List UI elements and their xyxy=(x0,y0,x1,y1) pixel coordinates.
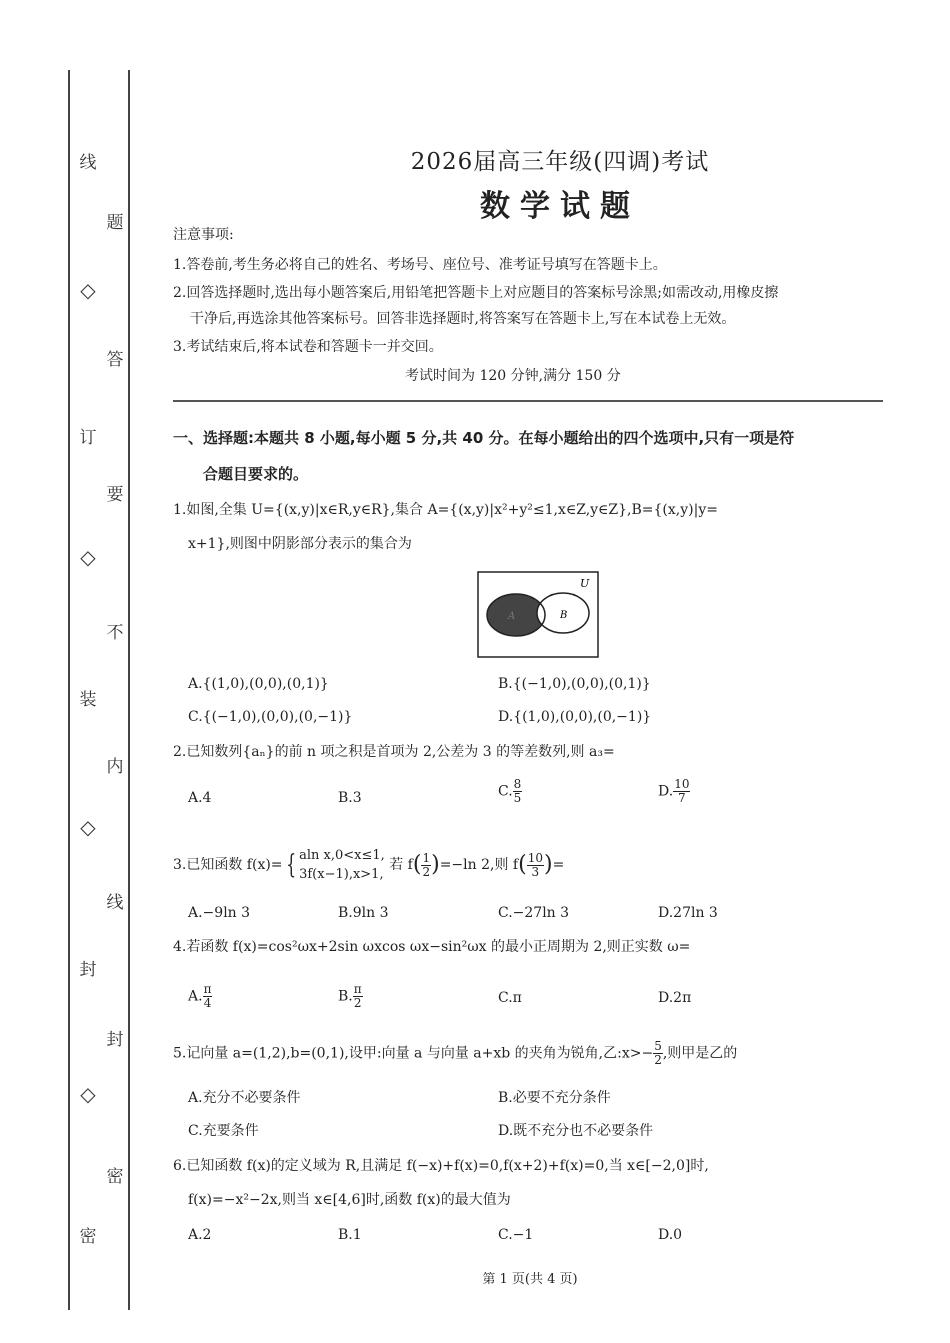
q6-option-d: D.0 xyxy=(658,1227,683,1243)
q3-ten-third-fraction: $\frac{10}{3}$ xyxy=(527,850,543,879)
exam-title: 2026届高三年级(四调)考试 xyxy=(410,149,710,175)
q2-option-c xyxy=(498,778,522,805)
subject-title: 数学试题 xyxy=(480,189,640,224)
q2-option-c-label: C. xyxy=(498,783,513,800)
diamond-icon: ◇ xyxy=(80,1082,96,1106)
q1-option-c: C.{(−1,0),(0,0),(0,−1)} xyxy=(188,709,353,725)
set-a-label: A xyxy=(508,611,516,622)
q5-option-a: A.充分不必要条件 xyxy=(188,1090,301,1106)
q6-stem-line2: f(x)=−x²−2x,则当 x∈[4,6]时,函数 f(x)的最大值为 xyxy=(188,1192,511,1208)
q3-mid-2: =−ln 2,则 f xyxy=(439,857,519,873)
binding-char-ding: 订 xyxy=(79,428,97,448)
divider xyxy=(173,400,883,402)
q5-option-b: B.必要不充分条件 xyxy=(498,1090,611,1106)
q1-option-a: A.{(1,0),(0,0),(0,1)} xyxy=(188,676,329,692)
margin-line-left xyxy=(68,70,70,1310)
section-heading-line1: 一、选择题:本题共 8 小题,每小题 5 分,共 40 分。在每小题给出的四个选项中,只有一项是符 xyxy=(173,429,795,447)
q5-stem xyxy=(173,1040,737,1067)
q6-option-c: C.−1 xyxy=(498,1227,534,1243)
set-u-label: U xyxy=(580,577,590,590)
notice-item-2-cont: 干净后,再选涂其他答案标号。回答非选择题时,将答案写在答题卡上,写在本试卷上无效。 xyxy=(190,311,736,327)
notice-item-2: 2.回答选择题时,选出每小题答案后,用铅笔把答题卡上对应题目的答案标号涂黑;如需改动,用橡皮擦 xyxy=(173,285,779,301)
q4-option-b xyxy=(338,983,363,1010)
q3-case-1: aln x,0<x≤1, xyxy=(299,848,385,863)
diamond-icon: ◇ xyxy=(80,278,96,302)
q1-option-d: D.{(1,0),(0,0),(0,−1)} xyxy=(498,709,652,725)
q3-option-c: C.−27ln 3 xyxy=(498,905,570,921)
inner-char-ti: 题 xyxy=(106,213,124,233)
q4-option-b-fraction: $\frac{\pi}{2}$ xyxy=(353,982,362,1010)
q3-option-a: A.−9ln 3 xyxy=(188,905,251,921)
q2-option-d-fraction: $\frac{10}{7}$ xyxy=(674,777,690,805)
q2-stem: 2.已知数列{aₙ}的前 n 项之积是首项为 2,公差为 3 的等差数列,则 a₃= xyxy=(173,744,615,760)
q1-stem-line2: x+1},则图中阴影部分表示的集合为 xyxy=(188,536,412,552)
page-footer: 第 1 页(共 4 页) xyxy=(482,1272,578,1287)
q5-stem-a: 5.记向量 a=(1,2),b=(0,1),设甲:向量 a 与向量 a+xb 的夹角为锐角,乙:x>− xyxy=(173,1045,654,1062)
notice-item-3: 3.考试结束后,将本试卷和答题卡一并交回。 xyxy=(173,339,443,355)
inner-char-da: 答 xyxy=(106,350,124,370)
q5-fraction: $\frac{5}{2}$ xyxy=(654,1039,662,1067)
binding-char-xian: 线 xyxy=(79,153,97,173)
q2-option-c-fraction: $\frac{8}{5}$ xyxy=(513,777,522,805)
set-b-label: B xyxy=(560,610,568,621)
inner-char-feng: 封 xyxy=(106,1030,124,1050)
section-heading-line2: 合题目要求的。 xyxy=(203,465,309,483)
inner-char-nei: 内 xyxy=(106,757,124,777)
q4-option-a-fraction: $\frac{\pi}{4}$ xyxy=(203,982,212,1010)
q3-end: = xyxy=(552,857,565,873)
q1-stem-line1: 1.如图,全集 U={(x,y)|x∈R,y∈R},集合 A={(x,y)|x²+y²≤1,x∈Z,y∈Z},B={(x,y)|y= xyxy=(173,502,718,518)
q4-stem: 4.若函数 f(x)=cos²ωx+2sin ωxcos ωx−sin²ωx 的最小正周期为 2,则正实数 ω= xyxy=(173,939,691,955)
q6-option-b: B.1 xyxy=(338,1227,362,1243)
q3-option-d: D.27ln 3 xyxy=(658,905,718,921)
q3-half-fraction: $\frac{1}{2}$ xyxy=(422,850,431,879)
notice-heading: 注意事项: xyxy=(173,227,234,243)
q2-option-d xyxy=(658,778,690,805)
q2-option-b: B.3 xyxy=(338,790,362,806)
q3-prefix: 3.已知函数 f(x)= xyxy=(173,857,283,873)
q5-stem-b: ,则甲是乙的 xyxy=(662,1045,738,1062)
q6-stem-line1: 6.已知函数 f(x)的定义域为 R,且满足 f(−x)+f(x)=0,f(x+2)+f(x)=0,当 x∈[−2,0]时, xyxy=(173,1158,709,1174)
q4-option-c: C.π xyxy=(498,990,522,1006)
inner-char-yao: 要 xyxy=(106,485,124,505)
q3-case-2: 3f(x−1),x>1, xyxy=(299,867,384,882)
diamond-icon: ◇ xyxy=(80,545,96,569)
q4-option-a-label: A. xyxy=(188,988,203,1005)
q4-option-b-label: B. xyxy=(338,988,353,1005)
q5-option-d: D.既不充分也不必要条件 xyxy=(498,1123,654,1139)
time-info: 考试时间为 120 分钟,满分 150 分 xyxy=(405,368,621,384)
q4-option-a xyxy=(188,983,212,1010)
binding-char-zhuang: 装 xyxy=(79,690,97,710)
margin-line-right xyxy=(128,70,130,1310)
inner-char-mi: 密 xyxy=(106,1167,124,1187)
q4-option-d: D.2π xyxy=(658,990,692,1006)
binding-char-mi: 密 xyxy=(79,1227,97,1247)
binding-char-feng: 封 xyxy=(79,960,97,980)
q3-option-b: B.9ln 3 xyxy=(338,905,389,921)
q6-option-a: A.2 xyxy=(188,1227,212,1243)
q2-option-a: A.4 xyxy=(188,790,212,806)
q2-option-d-label: D. xyxy=(658,783,674,800)
q5-option-c: C.充要条件 xyxy=(188,1123,259,1139)
q3-stem: 3.已知函数 f(x)= { aln x,0<x≤1, 3f(x−1),x>1, 若 f( $\frac{1}{2}$ )=−ln 2,则 f( $\frac{10}{3}$ )= xyxy=(173,848,565,882)
notice-item-1: 1.答卷前,考生务必将自己的姓名、考场号、座位号、准考证号填写在答题卡上。 xyxy=(173,257,667,273)
inner-char-bu: 不 xyxy=(106,623,124,643)
inner-char-xian: 线 xyxy=(106,893,124,913)
diamond-icon: ◇ xyxy=(80,815,96,839)
q3-mid-1: 若 f xyxy=(389,857,413,873)
venn-diagram xyxy=(476,570,600,660)
q1-option-b: B.{(−1,0),(0,0),(0,1)} xyxy=(498,676,651,692)
